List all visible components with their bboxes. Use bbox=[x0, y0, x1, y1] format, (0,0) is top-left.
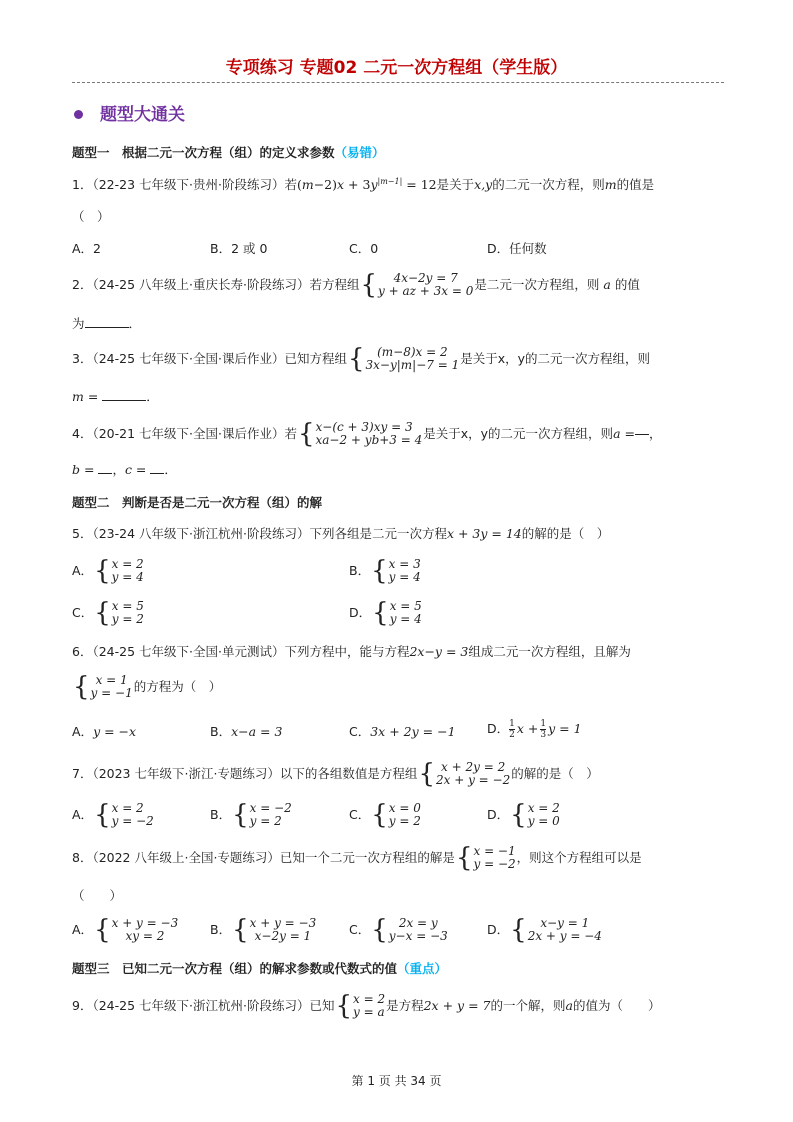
q4-source: 4．（20-21 七年级下·全国·课后作业）若 bbox=[72, 425, 297, 441]
bullet-icon bbox=[74, 110, 83, 119]
q6-text-end: 组成二元一次方程组，且解为 bbox=[468, 644, 631, 659]
q6-d-x: x + bbox=[516, 721, 539, 737]
question-3 bbox=[72, 346, 650, 372]
q6-row-2: y = −1 bbox=[90, 686, 133, 700]
q6-d-frac-1 bbox=[509, 719, 515, 740]
q5-text-end: 的解的是（ ） bbox=[521, 526, 610, 541]
q5-c-label: C． bbox=[72, 604, 94, 620]
type-one-tag: （易错） bbox=[334, 145, 385, 160]
q8-option-d[interactable] bbox=[487, 917, 603, 943]
q6-a-label: A． bbox=[72, 724, 94, 739]
q6-d-den-1: 2 bbox=[509, 730, 515, 740]
question-4 bbox=[72, 421, 661, 447]
q3-row-2: 3x−y|m|−7 = 1 bbox=[365, 358, 460, 372]
q4-blank-b[interactable] bbox=[98, 473, 112, 474]
q6-text-tail: 的方程为（ ） bbox=[133, 678, 222, 694]
q7-c-label: C． bbox=[349, 806, 371, 822]
question-5 bbox=[72, 528, 609, 541]
q8-row-1: x = −1 bbox=[473, 844, 516, 858]
q7-c-row-1: x = 0 bbox=[388, 801, 421, 815]
q8-b-system: { x + y = −3 x−2y = 1 bbox=[232, 915, 317, 945]
q7-d-row-1: x = 2 bbox=[527, 801, 560, 815]
q2-period: ． bbox=[128, 316, 142, 331]
q8-system: { x = −1 y = −2 bbox=[455, 843, 516, 873]
q3-answer-blank[interactable] bbox=[102, 400, 146, 401]
q6-d-num-2: 1 bbox=[540, 719, 547, 729]
q8-text-end: ，则这个方程组可以是 bbox=[516, 849, 642, 865]
q8-b-row-2: x−2y = 1 bbox=[254, 929, 312, 943]
section-heading: 题型大通关 bbox=[100, 105, 185, 125]
q7-b-system: { x = −2 y = 2 bbox=[232, 800, 292, 830]
q5-c-system: { x = 5 y = 2 bbox=[94, 598, 144, 628]
q8-a-row-2: xy = 2 bbox=[125, 929, 165, 943]
q5-d-system: { x = 5 y = 4 bbox=[372, 598, 422, 628]
q1-option-a[interactable]: A．2 bbox=[72, 241, 102, 256]
q6-d-y: y = 1 bbox=[548, 721, 582, 737]
q5-a-row-1: x = 2 bbox=[111, 557, 144, 571]
q4-c-eq: c = bbox=[124, 462, 147, 477]
q2-row-1: 4x−2y = 7 bbox=[393, 271, 458, 285]
q4-line-2 bbox=[72, 464, 177, 477]
q5-source: 5．（23-24 八年级下·浙江杭州·阶段练习）下列各组是二元一次方程 bbox=[72, 526, 447, 541]
q9-var-a: a bbox=[565, 997, 573, 1013]
q8-b-label: B． bbox=[210, 921, 232, 937]
q7-b-label: B． bbox=[210, 806, 232, 822]
q8-source: 8．（2022 八年级上·全国·专题练习）已知一个二元一次方程组的解是 bbox=[72, 849, 455, 865]
q1-equation: $(m-2)x + 3y^{|m-1|} = 12$ bbox=[296, 177, 437, 193]
q4-blank-c[interactable] bbox=[150, 473, 164, 474]
q8-c-label: C． bbox=[349, 921, 371, 937]
q7-a-row-1: x = 2 bbox=[111, 801, 144, 815]
q7-a-row-2: y = −2 bbox=[111, 814, 154, 828]
q9-row-1: x = 2 bbox=[353, 992, 386, 1006]
q4-period: ． bbox=[164, 462, 177, 477]
q5-equation: x + 3y = 14 bbox=[446, 526, 522, 541]
q2-line2-text: 为 bbox=[72, 316, 85, 331]
q4-b-eq: b = bbox=[72, 462, 95, 477]
q8-d-row-2: 2x + y = −4 bbox=[527, 929, 602, 943]
page-footer: 第 1 页 共 34 页 bbox=[351, 1074, 442, 1088]
q5-b-row-1: x = 3 bbox=[388, 557, 421, 571]
page-title: 专项练习 专题02 二元一次方程组（学生版） bbox=[225, 58, 568, 78]
q2-text-end: 的值 bbox=[614, 276, 640, 292]
q7-row-2: 2x + y = −2 bbox=[435, 773, 511, 787]
q6-a-eq: y = −x bbox=[93, 724, 137, 739]
q5-option-b[interactable] bbox=[349, 558, 422, 584]
q7-c-system: { x = 0 y = 2 bbox=[371, 800, 421, 830]
q8-row-2: y = −2 bbox=[473, 857, 516, 871]
q5-b-row-2: y = 4 bbox=[388, 570, 421, 584]
q8-a-system: { x + y = −3 xy = 2 bbox=[94, 915, 179, 945]
q4-row-1: x−(c + 3)xy = 3 bbox=[315, 420, 413, 434]
q7-option-b[interactable] bbox=[210, 802, 293, 828]
q5-d-row-1: x = 5 bbox=[389, 599, 422, 613]
q6-option-a[interactable] bbox=[72, 726, 136, 739]
q5-c-row-1: x = 5 bbox=[111, 599, 144, 613]
q5-a-row-2: y = 4 bbox=[111, 570, 144, 584]
q2-text: 是二元一次方程组，则 bbox=[474, 276, 600, 292]
q8-a-row-1: x + y = −3 bbox=[111, 916, 179, 930]
q1-option-b[interactable]: B．2 或 0 bbox=[210, 241, 268, 256]
q2-row-2: y + az + 3x = 0 bbox=[378, 284, 474, 298]
q5-option-d[interactable] bbox=[349, 600, 423, 626]
q9-row-2: y = a bbox=[353, 1005, 385, 1019]
q2-answer-blank[interactable] bbox=[85, 327, 129, 328]
q7-source: 7．（2023 七年级下·浙江·专题练习）以下的各组数值是方程组 bbox=[72, 765, 418, 781]
q6-b-eq: x−a = 3 bbox=[231, 724, 283, 739]
q6-c-eq: 3x + 2y = −1 bbox=[370, 724, 456, 739]
q5-a-system: { x = 2 y = 4 bbox=[94, 556, 144, 586]
q1-text-c: 的值是 bbox=[616, 177, 655, 193]
q9-equation: 2x + y = 7 bbox=[423, 997, 491, 1013]
question-8 bbox=[72, 845, 642, 871]
q6-solution-system: { x = 1 y = −1 bbox=[73, 672, 133, 702]
q4-system: { x−(c + 3)xy = 3 xa−2 + yb+3 = 4 bbox=[297, 419, 423, 449]
q3-line-2 bbox=[72, 391, 159, 404]
q8-option-b[interactable] bbox=[210, 917, 317, 943]
q7-c-row-2: y = 2 bbox=[388, 814, 421, 828]
type-three-label: 题型三 已知二元一次方程（组）的解求参数或代数式的值 bbox=[72, 961, 398, 976]
q3-system: { (m−8)x = 2 3x−y|m|−7 = 1 bbox=[347, 344, 460, 374]
q4-a-eq: a = bbox=[613, 425, 635, 441]
q7-d-label: D． bbox=[487, 806, 510, 822]
q3-source: 3．（24-25 七年级下·全国·课后作业）已知方程组 bbox=[72, 350, 347, 366]
q1-text-b: 的二元一次方程，则 bbox=[492, 177, 605, 193]
q8-option-a[interactable] bbox=[72, 917, 179, 943]
type-one-heading bbox=[72, 147, 385, 160]
q3-period: ． bbox=[146, 389, 159, 404]
q7-option-d[interactable] bbox=[487, 802, 561, 828]
q3-m-eq: m = bbox=[72, 389, 99, 404]
q6-d-frac-2 bbox=[540, 719, 546, 740]
q8-a-label: A． bbox=[72, 921, 94, 937]
q6-equation: 2x−y = 3 bbox=[409, 644, 469, 659]
question-7 bbox=[72, 761, 599, 787]
q9-source: 9．（24-25 七年级下·浙江杭州·阶段练习）已知 bbox=[72, 997, 335, 1013]
question-2 bbox=[72, 272, 640, 298]
q6-option-d[interactable] bbox=[487, 719, 582, 740]
q1-text-a: 是关于 bbox=[436, 177, 475, 193]
q6-option-c[interactable] bbox=[349, 726, 456, 739]
q5-d-label: D． bbox=[349, 604, 372, 620]
q8-b-row-1: x + y = −3 bbox=[249, 916, 317, 930]
q5-c-row-2: y = 2 bbox=[111, 612, 144, 626]
q7-text-end: 的解的是（ ） bbox=[511, 765, 599, 781]
q8-c-system: { 2x = y y−x = −3 bbox=[371, 915, 448, 945]
q3-text: 是关于x，y的二元一次方程组，则 bbox=[460, 350, 651, 366]
q7-a-label: A． bbox=[72, 806, 94, 822]
q6-option-b[interactable] bbox=[210, 726, 282, 739]
q6-row-1: x = 1 bbox=[95, 673, 128, 687]
question-9 bbox=[72, 993, 660, 1019]
q7-b-row-2: y = 2 bbox=[249, 814, 282, 828]
q8-c-row-2: y−x = −3 bbox=[388, 929, 448, 943]
q8-d-label: D． bbox=[487, 921, 510, 937]
q2-var-a: a bbox=[603, 276, 611, 292]
q8-d-system: { x−y = 1 2x + y = −4 bbox=[510, 915, 602, 945]
q8-c-row-1: 2x = y bbox=[398, 916, 438, 930]
q1-option-c[interactable]: C．0 bbox=[349, 241, 379, 256]
q9-text-b: 的一个解，则 bbox=[490, 997, 566, 1013]
q7-d-row-2: y = 0 bbox=[527, 814, 560, 828]
q3-row-1: (m−8)x = 2 bbox=[377, 345, 448, 359]
q2-system: { 4x−2y = 7 y + az + 3x = 0 bbox=[360, 270, 474, 300]
type-two-heading: 题型二 判断是否是二元一次方程（组）的解 bbox=[72, 495, 323, 510]
q4-text: 是关于x，y的二元一次方程组，则 bbox=[423, 425, 614, 441]
q6-b-label: B． bbox=[210, 724, 232, 739]
q8-option-c[interactable] bbox=[349, 917, 449, 943]
q7-option-a[interactable] bbox=[72, 802, 155, 828]
q2-source: 2．（24-25 八年级上·重庆长寿·阶段练习）若方程组 bbox=[72, 276, 360, 292]
q8-d-row-1: x−y = 1 bbox=[540, 916, 590, 930]
q5-a-label: A． bbox=[72, 562, 94, 578]
q9-system: { x = 2 y = a bbox=[335, 991, 386, 1021]
type-three-tag: （重点） bbox=[397, 961, 448, 976]
q7-a-system: { x = 2 y = −2 bbox=[94, 800, 154, 830]
q5-option-a[interactable] bbox=[72, 558, 145, 584]
q7-row-1: x + 2y = 2 bbox=[441, 760, 506, 774]
q6-d-den-2: 3 bbox=[540, 730, 547, 740]
q1-var-m: m bbox=[604, 177, 617, 193]
q7-system: { x + 2y = 2 2x + y = −2 bbox=[418, 759, 511, 789]
q1-source: 1．（22-23 七年级下·贵州·阶段练习）若 bbox=[72, 177, 297, 193]
q7-b-row-1: x = −2 bbox=[249, 801, 292, 815]
q5-b-system: { x = 3 y = 4 bbox=[371, 556, 421, 586]
q4-comma-2: ， bbox=[112, 462, 125, 477]
q6-d-num-1: 1 bbox=[509, 719, 515, 729]
q1-option-d[interactable]: D．任何数 bbox=[487, 241, 547, 256]
type-one-label: 题型一 根据二元一次方程（组）的定义求参数 bbox=[72, 145, 335, 160]
q6-d-label: D． bbox=[487, 721, 510, 737]
q5-d-row-2: y = 4 bbox=[389, 612, 422, 626]
q6-c-label: C． bbox=[349, 724, 371, 739]
q6-source: 6．（24-25 七年级下·全国·单元测试）下列方程中，能与方程 bbox=[72, 644, 410, 659]
q4-row-2: xa−2 + yb+3 = 4 bbox=[315, 433, 423, 447]
q9-text: 是方程 bbox=[386, 997, 424, 1013]
q8-paren: （ ） bbox=[72, 888, 123, 903]
q4-blank-a[interactable] bbox=[635, 434, 649, 435]
q7-option-c[interactable] bbox=[349, 802, 422, 828]
q1-vars: x,y bbox=[474, 177, 493, 193]
q2-line-2 bbox=[72, 318, 141, 331]
q1-paren: （ ） bbox=[72, 209, 110, 224]
q5-b-label: B． bbox=[349, 562, 371, 578]
q6-line-2 bbox=[72, 674, 221, 700]
type-three-heading bbox=[72, 963, 447, 976]
question-1 bbox=[72, 178, 654, 192]
question-6 bbox=[72, 646, 631, 659]
q9-text-end: 的值为（ ） bbox=[572, 997, 661, 1013]
header-divider bbox=[72, 82, 724, 83]
q7-d-system: { x = 2 y = 0 bbox=[510, 800, 560, 830]
q4-comma-1: ， bbox=[648, 425, 662, 441]
q5-option-c[interactable] bbox=[72, 600, 145, 626]
